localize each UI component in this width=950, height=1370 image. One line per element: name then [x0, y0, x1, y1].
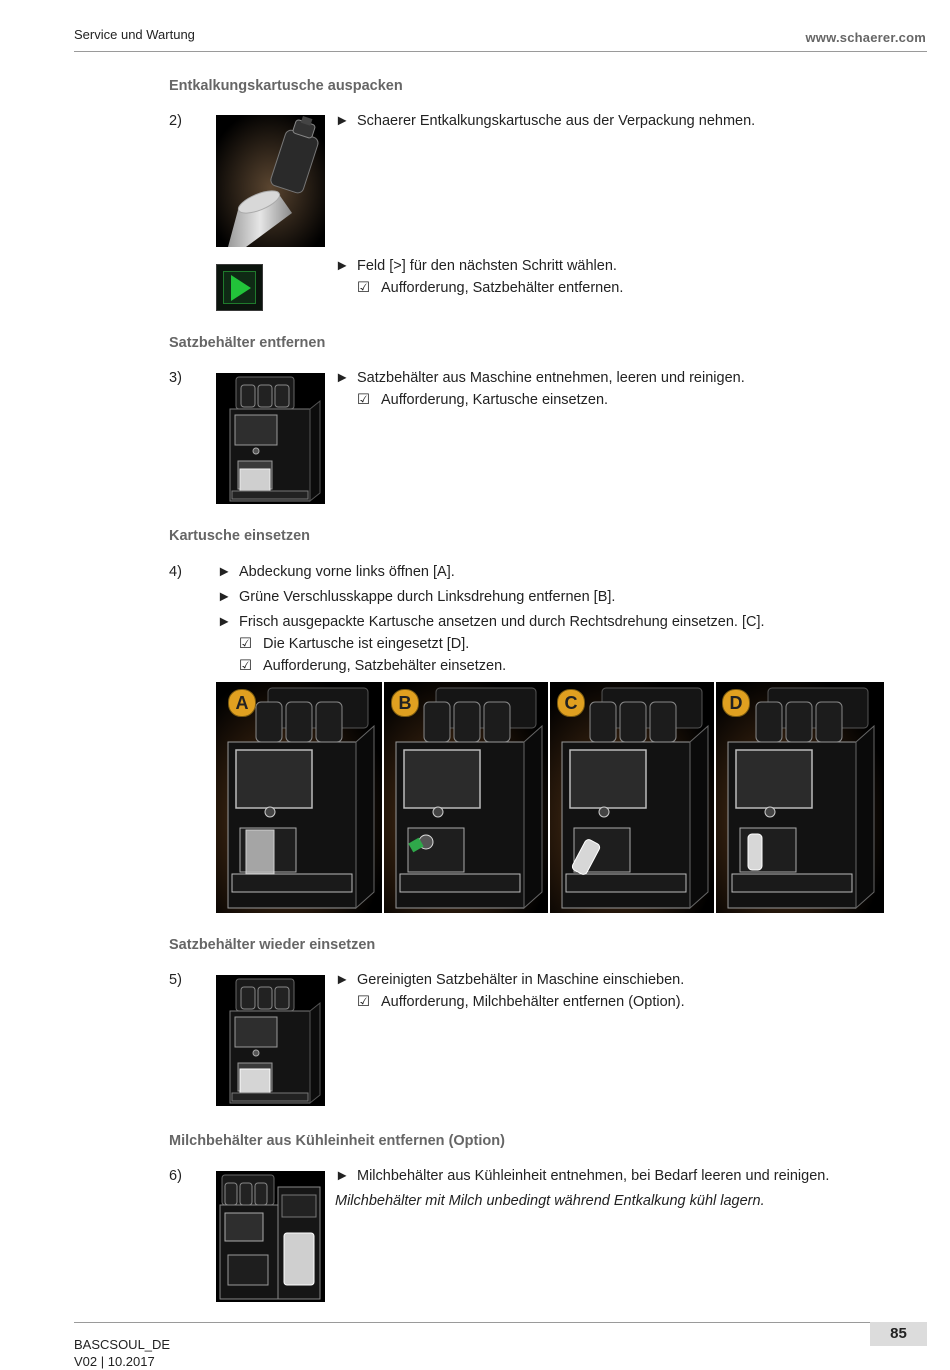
- note-line: Milchbehälter mit Milch unbedingt während Entkalkung kühl lagern.: [335, 1193, 765, 1209]
- instruction-line: ► Frisch ausgepackte Kartusche ansetzen und durch Rechtsdrehung einsetzen. [C].: [217, 614, 765, 630]
- result-line: ☑ Aufforderung, Satzbehälter einsetzen.: [239, 658, 507, 674]
- step-number-5: 5): [169, 972, 182, 988]
- instruction-line: ► Grüne Verschlusskappe durch Linksdrehung entfernen [B].: [217, 589, 616, 605]
- play-arrow-icon: [229, 274, 253, 302]
- action-arrow-icon: ►: [335, 370, 350, 386]
- header-divider: [74, 51, 927, 52]
- action-arrow-icon: ►: [335, 972, 350, 988]
- instruction-line: ► Satzbehälter aus Maschine entnehmen, leeren und reinigen.: [335, 370, 745, 386]
- action-arrow-icon: ►: [335, 113, 350, 129]
- action-arrow-icon: ►: [335, 1168, 350, 1184]
- checkbox-checked-icon: ☑: [239, 658, 252, 674]
- checkbox-checked-icon: ☑: [239, 636, 252, 652]
- header-section-title: Service und Wartung: [74, 27, 195, 42]
- checkbox-checked-icon: ☑: [357, 392, 370, 408]
- section-heading-remove-grounds-container: Satzbehälter entfernen: [169, 335, 326, 351]
- step-number-4: 4): [169, 564, 182, 580]
- section-heading-unpack-cartridge: Entkalkungskartusche auspacken: [169, 78, 403, 94]
- instruction-line: ► Schaerer Entkalkungskartusche aus der Verpackung nehmen.: [335, 113, 756, 129]
- action-arrow-icon: ►: [217, 589, 232, 605]
- checkbox-checked-icon: ☑: [357, 994, 370, 1010]
- cartridge-insertion-panels: [216, 682, 884, 913]
- machine-with-cooling-unit-photo: [216, 1171, 325, 1302]
- step-number-6: 6): [169, 1168, 182, 1184]
- step-number-3: 3): [169, 370, 182, 386]
- result-line: ☑ Aufforderung, Kartusche einsetzen.: [357, 392, 609, 408]
- action-arrow-icon: ►: [335, 258, 350, 274]
- step-number-2: 2): [169, 113, 182, 129]
- action-arrow-icon: ►: [217, 614, 232, 630]
- section-heading-remove-milk-container: Milchbehälter aus Kühleinheit entfernen (Option): [169, 1133, 505, 1149]
- section-heading-insert-cartridge: Kartusche einsetzen: [169, 528, 311, 544]
- header-website[interactable]: www.schaerer.com: [805, 30, 926, 45]
- page-number: 85: [890, 1325, 907, 1342]
- instruction-line: ► Gereinigten Satzbehälter in Maschine einschieben.: [335, 972, 685, 988]
- footer-divider: [74, 1322, 927, 1323]
- cartridge-unpack-photo: [216, 115, 325, 247]
- section-heading-reinsert-grounds-container: Satzbehälter wieder einsetzen: [169, 937, 376, 953]
- panel-badge-c: C: [557, 689, 585, 717]
- footer-doc-code: BASCSOUL_DE: [74, 1337, 171, 1352]
- machine-grounds-removed-photo: [216, 373, 325, 504]
- panel-badge-a: A: [228, 689, 256, 717]
- instruction-line: ► Abdeckung vorne links öffnen [A].: [217, 564, 455, 580]
- panel-badge-b: B: [391, 689, 419, 717]
- instruction-line: ► Feld [>] für den nächsten Schritt wählen.: [335, 258, 617, 274]
- checkbox-checked-icon: ☑: [357, 280, 370, 296]
- action-arrow-icon: ►: [217, 564, 232, 580]
- result-line: ☑ Die Kartusche ist eingesetzt [D].: [239, 636, 470, 652]
- machine-grounds-reinserted-photo: [216, 975, 325, 1106]
- panel-badge-d: D: [722, 689, 750, 717]
- instruction-line: ► Milchbehälter aus Kühleinheit entnehmen, bei Bedarf leeren und reinigen.: [335, 1168, 830, 1184]
- footer-version: V02 | 10.2017: [74, 1354, 155, 1369]
- next-step-button[interactable]: [216, 264, 263, 311]
- result-line: ☑ Aufforderung, Satzbehälter entfernen.: [357, 280, 624, 296]
- result-line: ☑ Aufforderung, Milchbehälter entfernen (Option).: [357, 994, 685, 1010]
